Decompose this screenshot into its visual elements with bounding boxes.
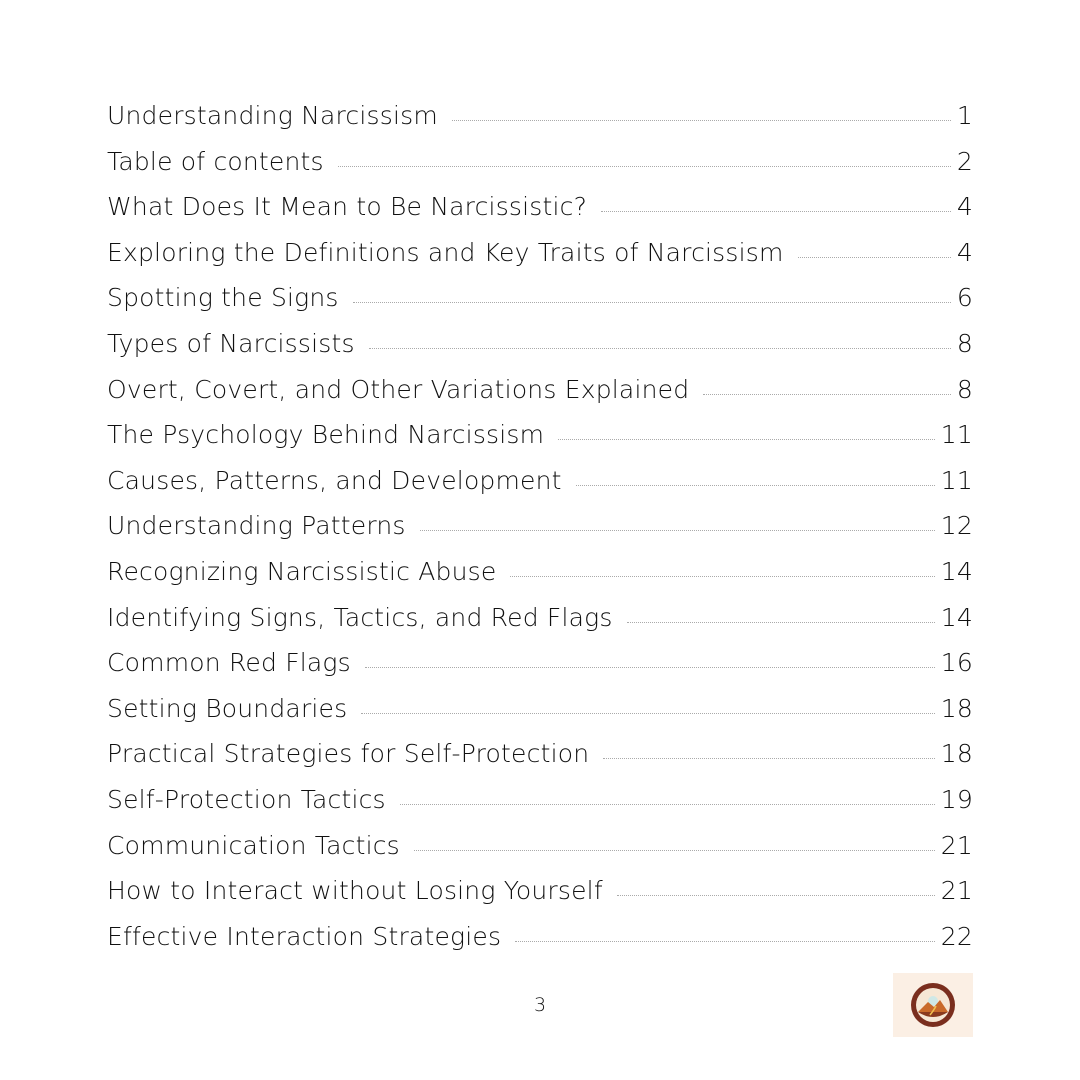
toc-entry-page: 1 [956,101,973,130]
toc-entry[interactable] [107,147,973,193]
toc-entry[interactable] [107,557,973,603]
toc-entry-title: Recognizing Narcissistic Abuse [107,556,497,586]
toc-entry[interactable] [107,420,973,466]
toc-entry[interactable] [107,785,973,831]
dot-leader [603,758,935,759]
toc-entry[interactable] [107,283,973,329]
toc-entry[interactable] [107,876,973,922]
toc-entry[interactable] [107,375,973,421]
toc-entry-page: 11 [940,465,973,495]
toc-entry[interactable] [107,238,973,284]
dot-leader [420,530,935,531]
toc-entry-title: Identifying Signs, Tactics, and Red Flags [107,602,613,632]
dot-leader [400,804,935,805]
toc-entry[interactable] [107,101,973,147]
oasis-badge-icon [910,982,956,1028]
publisher-logo [893,973,973,1037]
dot-leader [515,941,935,942]
toc-entry-title: Understanding Narcissism [107,101,438,130]
dot-leader [353,302,951,303]
toc-entry-title: Overt, Covert, and Other Variations Explained [107,374,690,404]
toc-entry[interactable] [107,192,973,238]
toc-entry-page: 22 [940,921,973,951]
toc-entry[interactable] [107,466,973,512]
dot-leader [338,166,951,167]
toc-entry-title: How to Interact without Losing Yourself [107,876,603,906]
toc-entry-page: 11 [940,420,973,450]
toc-entry-title: The Psychology Behind Narcissism [107,420,545,450]
dot-leader [365,667,935,668]
toc-entry[interactable] [107,739,973,785]
toc-entry-page: 16 [940,648,973,678]
toc-entry-title: Self-Protection Tactics [107,784,386,814]
dot-leader [601,211,951,212]
toc-entry-title: Spotting the Signs [107,283,339,313]
toc-entry[interactable] [107,694,973,740]
dot-leader [452,120,951,121]
toc-entry[interactable] [107,922,973,968]
toc-entry-page: 18 [940,693,973,723]
dot-leader [576,485,935,486]
toc-entry-title: Communication Tactics [107,830,400,860]
toc-entry-title: Understanding Patterns [107,511,406,541]
toc-entry-page: 8 [956,328,973,358]
toc-entry-page: 2 [956,146,973,176]
toc-entry[interactable] [107,831,973,877]
toc-entry-page: 14 [940,556,973,586]
dot-leader [414,850,935,851]
toc-entry-title: Common Red Flags [107,648,351,678]
dot-leader [798,257,951,258]
toc-entry-page: 4 [956,192,973,222]
dot-leader [558,439,935,440]
page-number: 3 [533,994,547,1016]
toc-entry-title: Effective Interaction Strategies [107,921,502,951]
toc-entry-page: 6 [956,283,973,313]
toc-entry-page: 8 [956,374,973,404]
toc-entry-title: Setting Boundaries [107,693,348,723]
toc-entry-page: 14 [940,602,973,632]
toc-entry[interactable] [107,511,973,557]
toc-entry-page: 18 [940,739,973,769]
dot-leader [369,348,951,349]
dot-leader [703,394,951,395]
toc-entry[interactable] [107,648,973,694]
toc-entry-title: Exploring the Definitions and Key Traits of Narcissism [107,237,784,267]
toc-entry-page: 4 [956,237,973,267]
toc-entry-page: 12 [940,511,973,541]
toc-entry-page: 21 [940,876,973,906]
toc-entry-page: 21 [940,830,973,860]
toc-entry-title: What Does It Mean to Be Narcissistic? [107,192,588,222]
toc-entry-page: 19 [940,784,973,814]
toc-entry[interactable] [107,603,973,649]
toc-entry-title: Types of Narcissists [107,328,355,358]
dot-leader [510,576,934,577]
toc-entry-title: Causes, Patterns, and Development [107,465,562,495]
toc-entry-title: Table of contents [107,146,324,176]
dot-leader [617,895,935,896]
dot-leader [361,713,934,714]
table-of-contents [107,101,973,967]
toc-entry[interactable] [107,329,973,375]
toc-entry-title: Practical Strategies for Self-Protection [107,739,590,769]
dot-leader [627,622,935,623]
